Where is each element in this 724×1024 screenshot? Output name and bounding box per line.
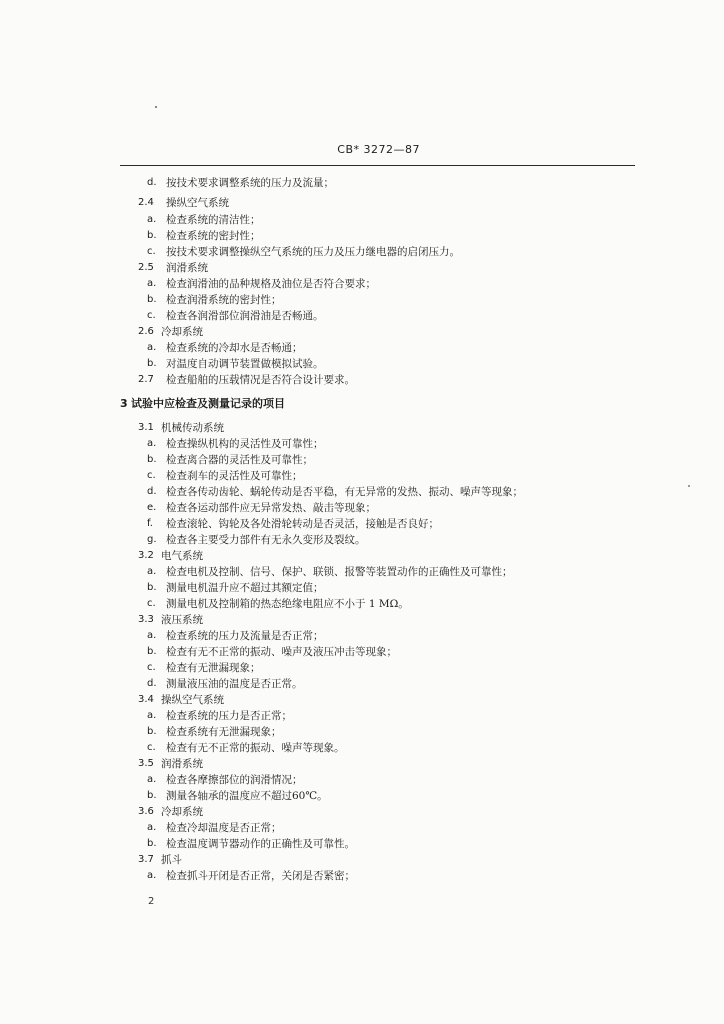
item-letter: b. (147, 454, 157, 465)
item-text: 检查有无不正常的振动、噪声等现象。 (166, 742, 345, 754)
heading-text: 抓斗 (161, 854, 182, 866)
item-letter: a. (147, 774, 157, 785)
section-number: 2.7 (138, 374, 154, 385)
item-letter: a. (147, 278, 157, 289)
item-text: 测量电机及控制箱的热态绝缘电阻应不小于 1 MΩ。 (166, 598, 409, 610)
item-text: 检查温度调节器动作的正确性及可靠性。 (166, 838, 355, 850)
item-letter: b. (147, 582, 157, 593)
item-text: 检查系统的清洁性； (166, 214, 261, 226)
item-letter: a. (147, 566, 157, 577)
item-text: 检查冷却温度是否正常； (166, 822, 282, 834)
heading-text: 机械传动系统 (161, 422, 224, 434)
section-number: 3.7 (138, 854, 154, 865)
item-text: 检查刹车的灵活性及可靠性； (166, 470, 303, 482)
item-letter: c. (147, 662, 156, 673)
heading-text: 操纵空气系统 (166, 197, 229, 209)
section-number: 3.2 (138, 550, 154, 561)
section-number: 3.1 (138, 422, 154, 433)
item-letter: a. (147, 870, 157, 881)
item-letter: c. (147, 598, 156, 609)
item-text: 检查电机及控制、信号、保护、联锁、报警等装置动作的正确性及可靠性； (166, 566, 513, 578)
item-letter: a. (147, 438, 157, 449)
item-text: 检查滚轮、钩轮及各处滑轮转动是否灵活，接触是否良好； (166, 518, 439, 530)
item-text: 检查系统的压力及流量是否正常； (166, 630, 324, 642)
item-text: 检查各摩擦部位的润滑情况； (166, 774, 303, 786)
item-text: 检查各传动齿轮、蜗轮传动是否平稳，有无异常的发热、振动、噪声等现象； (166, 486, 523, 498)
scan-speck (155, 106, 157, 108)
item-text: 检查各润滑部位润滑油是否畅通。 (166, 310, 324, 322)
section-number: 2.4 (138, 197, 154, 208)
heading-text: 试验中应检查及测量记录的项目 (131, 397, 285, 410)
section-number: 2.6 (138, 326, 154, 337)
page-number: 2 (148, 896, 155, 907)
item-letter: e. (147, 502, 157, 513)
standard-code: CB* 3272—87 (337, 143, 420, 156)
item-letter: b. (147, 646, 157, 657)
item-text: 检查离合器的灵活性及可靠性； (166, 454, 313, 466)
section-number: 3.4 (138, 694, 154, 705)
section-number: 2.5 (138, 262, 154, 273)
item-text: 检查各运动部件应无异常发热、敲击等现象； (166, 502, 376, 514)
item-letter: a. (147, 710, 157, 721)
heading-text: 冷却系统 (161, 326, 203, 338)
heading-text: 电气系统 (161, 550, 203, 562)
heading-text: 液压系统 (161, 614, 203, 626)
section-number: 3 (120, 397, 128, 410)
item-text: 检查有无泄漏现象； (166, 662, 261, 674)
item-text: 检查系统有无泄漏现象； (166, 726, 282, 738)
item-letter: g. (147, 534, 157, 545)
item-letter: a. (147, 822, 157, 833)
heading-text: 检查船舶的压载情况是否符合设计要求。 (166, 374, 355, 386)
item-text: 检查抓斗开闭是否正常，关闭是否紧密； (166, 870, 355, 882)
item-letter: c. (147, 742, 156, 753)
item-text: 检查润滑系统的密封性； (166, 294, 282, 306)
scan-speck (688, 485, 690, 487)
item-text: 检查各主要受力部件有无永久变形及裂纹。 (166, 534, 366, 546)
item-text: 测量各轴承的温度应不超过60℃。 (166, 790, 328, 802)
heading-text: 润滑系统 (161, 758, 203, 770)
item-letter: b. (147, 358, 157, 369)
item-text: 测量液压油的温度是否正常。 (166, 678, 303, 690)
item-letter: d. (147, 678, 157, 689)
item-text: 检查润滑油的品种规格及油位是否符合要求； (166, 278, 376, 290)
item-letter: a. (147, 214, 157, 225)
item-letter: d. (147, 177, 157, 188)
page-header (120, 143, 635, 166)
item-letter: b. (147, 838, 157, 849)
item-text: 对温度自动调节装置做模拟试验。 (166, 358, 324, 370)
heading-text: 操纵空气系统 (161, 694, 224, 706)
item-letter: c. (147, 470, 156, 481)
item-text: 检查系统的压力是否正常； (166, 710, 292, 722)
item-text: 检查有无不正常的振动、噪声及液压冲击等现象； (166, 646, 397, 658)
item-letter: c. (147, 310, 156, 321)
section-number: 3.5 (138, 758, 154, 769)
item-text: 检查操纵机构的灵活性及可靠性； (166, 438, 324, 450)
item-letter: b. (147, 230, 157, 241)
item-text: 测量电机温升应不超过其额定值； (166, 582, 324, 594)
item-letter: f. (147, 518, 153, 529)
heading-text: 冷却系统 (161, 806, 203, 818)
item-text: 检查系统的密封性； (166, 230, 261, 242)
item-text: 检查系统的冷却水是否畅通； (166, 342, 303, 354)
section-number: 3.3 (138, 614, 154, 625)
item-letter: a. (147, 630, 157, 641)
item-letter: b. (147, 790, 157, 801)
item-text: 按技术要求调整系统的压力及流量； (166, 177, 334, 189)
item-letter: a. (147, 342, 157, 353)
item-letter: d. (147, 486, 157, 497)
item-letter: b. (147, 726, 157, 737)
heading-text: 润滑系统 (166, 262, 208, 274)
section-number: 3.6 (138, 806, 154, 817)
item-text: 按技术要求调整操纵空气系统的压力及压力继电器的启闭压力。 (166, 246, 460, 258)
item-letter: b. (147, 294, 157, 305)
item-letter: c. (147, 246, 156, 257)
